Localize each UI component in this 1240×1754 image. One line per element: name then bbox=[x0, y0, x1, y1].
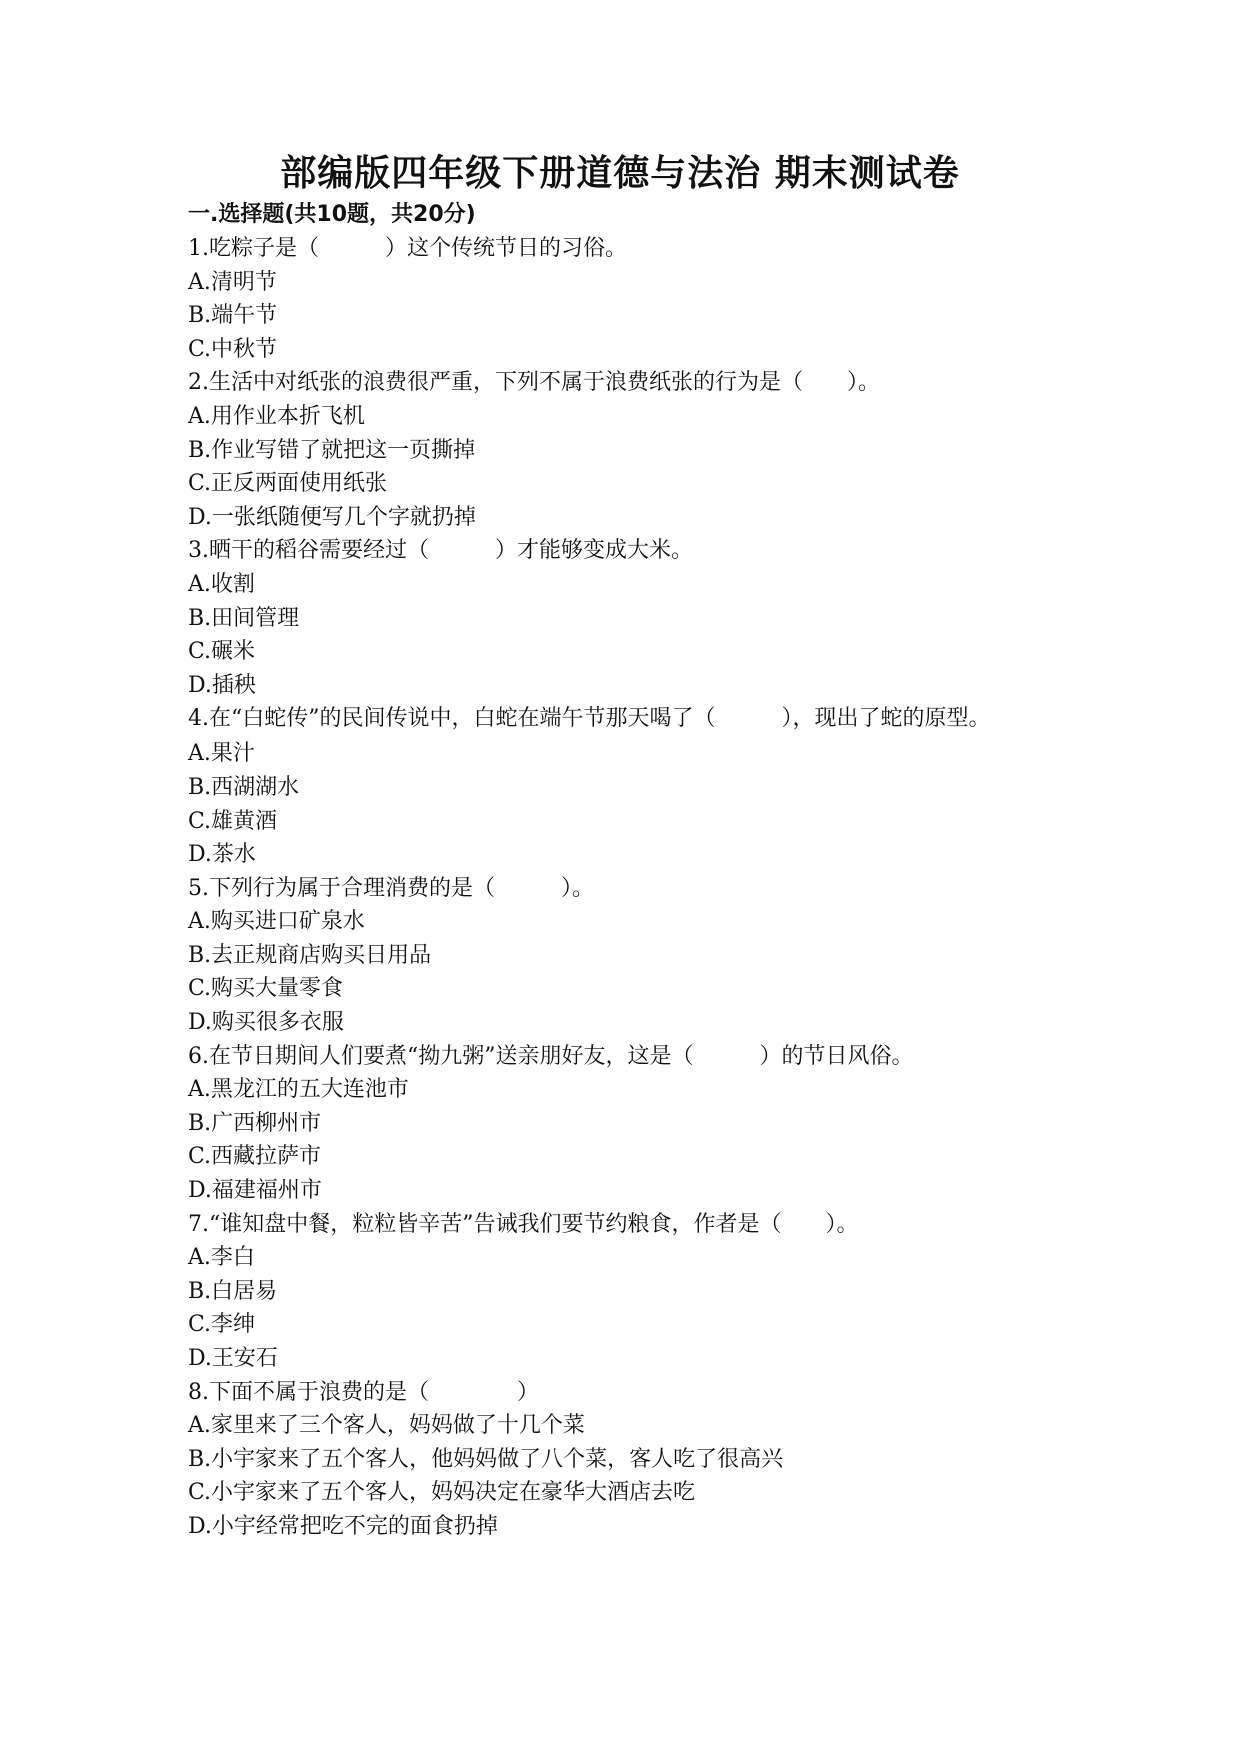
option: C.正反两面使用纸张 bbox=[188, 471, 388, 497]
option: B.白居易 bbox=[188, 1278, 278, 1304]
question bbox=[188, 366, 1068, 534]
option-list bbox=[188, 568, 1068, 702]
option: C.小宇家来了五个客人，妈妈决定在豪华大酒店去吃 bbox=[188, 1480, 696, 1506]
option: C.中秋节 bbox=[188, 336, 278, 362]
option: D.插秧 bbox=[188, 672, 256, 698]
option: A.家里来了三个客人，妈妈做了十几个菜 bbox=[188, 1413, 585, 1439]
question-stem: 3.晒干的稻谷需要经过（ ）才能够变成大米。 bbox=[188, 538, 693, 564]
option: B.西湖湖水 bbox=[188, 774, 300, 800]
option: B.去正规商店购买日用品 bbox=[188, 942, 432, 968]
option-list bbox=[188, 737, 1068, 871]
question bbox=[188, 872, 1068, 1040]
question bbox=[188, 1040, 1068, 1208]
option: D.小宇经常把吃不完的面食扔掉 bbox=[188, 1513, 498, 1539]
exam-title: 部编版四年级下册道德与法治 期末测试卷 bbox=[280, 152, 960, 194]
question bbox=[188, 702, 1068, 871]
question-stem: 1.吃粽子是（ ）这个传统节日的习俗。 bbox=[188, 236, 627, 261]
question-stem: 6.在节日期间人们要煮“拗九粥”送亲朋好友，这是（ ）的节日风俗。 bbox=[188, 1043, 914, 1069]
option-list bbox=[188, 1409, 1068, 1543]
section-heading: 一.选择题(共10题，共20分) bbox=[188, 202, 476, 227]
option: D.购买很多衣服 bbox=[188, 1010, 344, 1036]
option: B.端午节 bbox=[188, 303, 278, 329]
question-stem: 8.下面不属于浪费的是（ ） bbox=[188, 1379, 539, 1405]
question bbox=[188, 534, 1068, 702]
option-list bbox=[188, 1073, 1068, 1207]
option: C.李绅 bbox=[188, 1312, 256, 1338]
option: A.李白 bbox=[188, 1245, 255, 1271]
option-list bbox=[188, 266, 1068, 367]
option: D.茶水 bbox=[188, 842, 256, 868]
question bbox=[188, 1376, 1068, 1544]
option-list bbox=[188, 905, 1068, 1039]
option: D.王安石 bbox=[188, 1346, 278, 1371]
option: D.一张纸随便写几个字就扔掉 bbox=[188, 504, 476, 530]
option-list bbox=[188, 400, 1068, 534]
option: A.清明节 bbox=[188, 269, 277, 295]
question bbox=[188, 232, 1068, 366]
option: A.收割 bbox=[188, 571, 255, 597]
option: B.作业写错了就把这一页撕掉 bbox=[188, 437, 476, 463]
question bbox=[188, 1208, 1068, 1376]
option: B.小宇家来了五个客人，他妈妈做了八个菜，客人吃了很高兴 bbox=[188, 1446, 784, 1472]
option: A.果汁 bbox=[188, 741, 255, 767]
question-stem: 4.在“白蛇传”的民间传说中，白蛇在端午节那天喝了（ ），现出了蛇的原型。 bbox=[188, 706, 991, 732]
option: C.雄黄酒 bbox=[188, 808, 278, 834]
option: A.购买进口矿泉水 bbox=[188, 909, 365, 935]
option-list bbox=[188, 1241, 1068, 1375]
question-stem: 7.“谁知盘中餐，粒粒皆辛苦”告诫我们要节约粮食，作者是（ ）。 bbox=[188, 1211, 859, 1237]
option: C.碾米 bbox=[188, 639, 256, 665]
option: C.购买大量零食 bbox=[188, 976, 344, 1002]
question-stem: 5.下列行为属于合理消费的是（ ）。 bbox=[188, 875, 594, 901]
option: B.田间管理 bbox=[188, 605, 300, 631]
option: B.广西柳州市 bbox=[188, 1110, 322, 1136]
question-list bbox=[188, 232, 1068, 1544]
option: A.用作业本折飞机 bbox=[188, 403, 365, 429]
option: D.福建福州市 bbox=[188, 1178, 322, 1204]
question-stem: 2.生活中对纸张的浪费很严重，下列不属于浪费纸张的行为是（ ）。 bbox=[188, 370, 880, 396]
option: A.黑龙江的五大连池市 bbox=[188, 1077, 409, 1103]
option: C.西藏拉萨市 bbox=[188, 1144, 322, 1170]
